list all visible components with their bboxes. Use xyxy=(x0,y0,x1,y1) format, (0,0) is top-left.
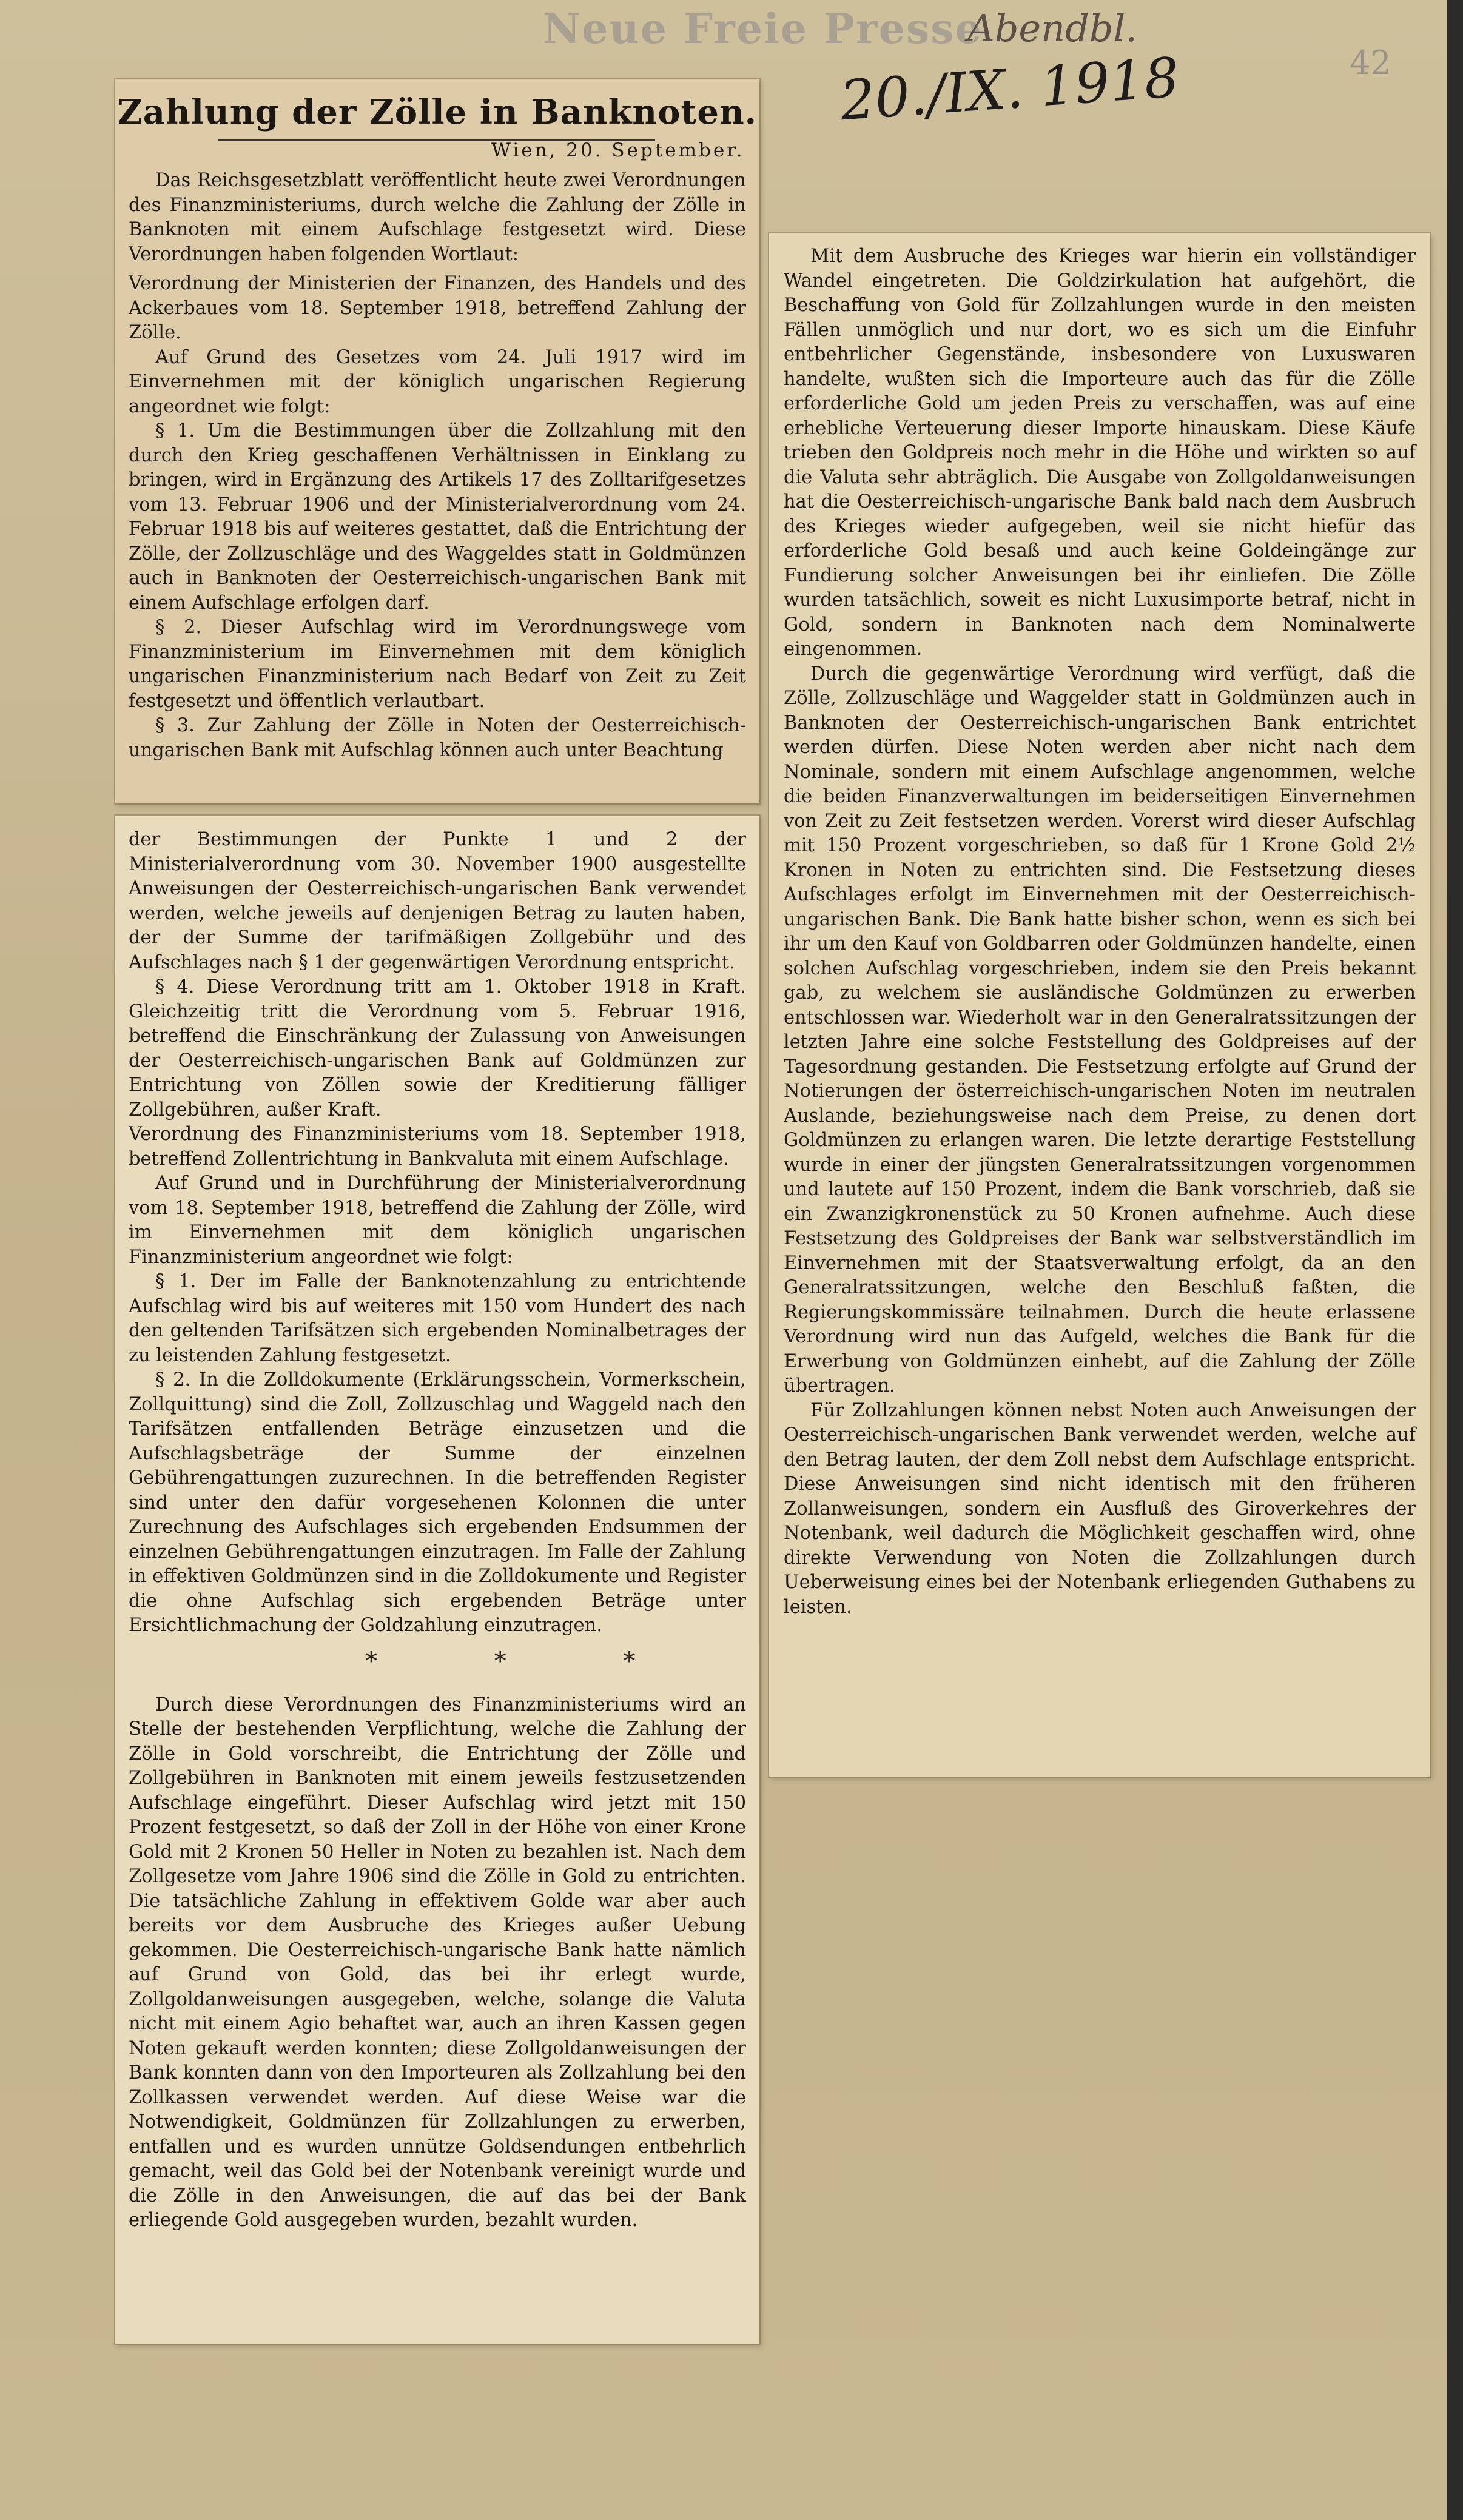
section-paragraph: § 2. Dieser Aufschlag wird im Verordnungswege vom Finanzministerium im Einvernehmen mit dem königlich ungarischen Finanzministerium nach Bedarf von Zeit zu Zeit festgesetzt und öffentlich verlautbart. xyxy=(129,617,746,712)
column-1-text xyxy=(129,169,746,763)
clipping-column-3 xyxy=(769,233,1430,1777)
section-paragraph: § 4. Diese Verordnung tritt am 1. Oktober 1918 in Kraft. Gleichzeitig tritt die Verordnung vom 5. Februar 1916, betreffend die Einschränkung der Zulassung von Anweisungen der Oesterreichisch-ungarischen Bank auf Goldmünzen zur Entrichtung von Zöllen sowie der Kreditierung fälliger Zollgebühren, außer Kraft. xyxy=(129,976,746,1121)
asterism-ornament: * * * xyxy=(365,1647,690,1675)
handwritten-edition-note: Abendbl. xyxy=(967,6,1137,50)
clipping-column-1 xyxy=(115,79,759,803)
section-paragraph: § 1. Um die Bestimmungen über die Zollzahlung mit den durch den Krieg geschaffenen Verhältnissen in Einklang zu bringen, wird in Ergänzung des Artikels 17 des Zolltarifgesetzes vom 13. Februar 1906 und der Ministerialverordnung vom 24. Februar 1918 bis auf weiteres gestattet, daß die Entrichtung der Zölle, der Zollzuschläge und des Waggeldes statt in Goldmünzen auch in Banknoten der Oesterreichisch-ungarischen Bank mit einem Aufschlage erfolgen darf. xyxy=(129,420,746,614)
ordinance-title: Verordnung des Finanzministeriums vom 18. September 1918, betreffend Zollentrichtung in Bankvaluta mit einem Aufschlage. xyxy=(129,1124,746,1170)
column-3-text xyxy=(784,244,1416,1620)
paragraph: Mit dem Ausbruche des Krieges war hierin ein vollständiger Wandel eingetreten. Die Goldzirkulation hat aufgehört, die Beschaffung von Gold für Zollzahlungen wurde in den meisten Fällen unmöglich und nur dort, wo es sich um die Einfuhr entbehrlicher Gegenstände, insbesondere von Luxuswaren handelte, wußten sich die Importeure auch das für die Zölle erforderliche Gold um jeden Preis zu verschaffen, was auf eine erhebliche Verteuerung dieser Importe hinauskam. Diese Käufe trieben den Goldpreis noch mehr in die Höhe und wirkten so auf die Valuta sehr abträglich. Die Ausgabe von Zollgoldanweisungen hat die Oesterreichisch-ungarische Bank bald nach dem Ausbruch des Krieges wieder aufgegeben, weil sie nicht hiefür das erforderliche Gold besaß und auch keine Goldeingänge zur Fundierung solcher Anweisungen bei ihr einliefen. Die Zölle wurden tatsächlich, soweit es nicht Luxusimporte betraf, nicht in Gold, sondern in Banknoten nach dem Nominalwerte eingenommen. xyxy=(784,246,1416,660)
paragraph: Auf Grund und in Durchführung der Ministerialverordnung vom 18. September 1918, betreffend die Zahlung der Zölle, wird im Einvernehmen mit dem königlich ungarischen Finanzministerium angeordnet wie folgt: xyxy=(129,1173,746,1268)
paragraph: Das Reichsgesetzblatt veröffentlicht heute zwei Verordnungen des Finanzministeriums, durch welche die Zahlung der Zölle in Banknoten mit einem Aufschlage festgesetzt wird. Diese Verordnungen haben folgenden Wortlaut: xyxy=(129,170,746,265)
article-dateline: Wien, 20. September. xyxy=(491,139,745,161)
paragraph: der Bestimmungen der Punkte 1 und 2 der Ministerialverordnung vom 30. November 1900 ausgestellte Anweisungen der Oesterreichisch-ungarischen Bank verwendet werden, welche jeweils auf denjenigen Betrag zu lauten haben, der der Summe der tarifmäßigen Zollgebühr und des Aufschlages nach § 1 der gegenwärtigen Verordnung entspricht. xyxy=(129,829,746,973)
clipping-column-2 xyxy=(115,816,759,2344)
ornament-row xyxy=(129,1638,746,1693)
ordinance-title: Verordnung der Ministerien der Finanzen, des Handels und des Ackerbaues vom 18. September 1918, betreffend Zahlung der Zölle. xyxy=(129,273,746,343)
newspaper-masthead-stamp: Neue Freie Presse xyxy=(543,5,983,53)
paragraph: Auf Grund des Gesetzes vom 24. Juli 1917 wird im Einvernehmen mit der königlich ungarischen Regierung angeordnet wie folgt: xyxy=(129,346,746,417)
section-paragraph: § 2. In die Zolldokumente (Erklärungsschein, Vormerkschein, Zollquittung) sind die Zoll, Zollzuschlag und Waggeld nach den Tarifsätzen entfallenden Beträge einzusetzen und die Aufschlagsbeträge der Summe der einzelnen Gebührengattungen zuzurechnen. In die betreffenden Register sind unter den dafür vorgesehenen Kolonnen die unter Zurechnung des Aufschlages sich ergebenden Endsummen der einzelnen Gebührengattungen einzutragen. Im Falle der Zahlung in effektiven Goldmünzen sind in die Zolldokumente und Register die ohne Aufschlag sich ergebenden Beträge unter Ersichtlichmachung der Goldzahlung einzutragen. xyxy=(129,1369,746,1636)
handwritten-date: 20./IX. 1918 xyxy=(838,45,1182,133)
column-2-text xyxy=(129,828,746,2233)
paragraph: Durch die gegenwärtige Verordnung wird verfügt, daß die Zölle, Zollzuschläge und Waggelder statt in Goldmünzen auch in Banknoten der Oesterreichisch-ungarischen Bank entrichtet werden dürfen. Diese Noten werden aber nicht nach dem Nominale, sondern mit einem Aufschlage angenommen, welche die beiden Finanzverwaltungen im beiderseitigen Einvernehmen von Zeit zu Zeit festsetzen werden. Vorerst wird dieser Aufschlag mit 150 Prozent vorgeschrieben, so daß für 1 Krone Gold 2½ Kronen in Noten zu entrichten sind. Die Festsetzung dieses Aufschlages erfolgt im Einvernehmen mit der Oesterreichisch-ungarischen Bank. Die Bank hatte bisher schon, wenn es sich bei ihr um den Kauf von Goldbarren oder Goldmünzen handelte, einen solchen Aufschlag vorgeschrieben, indem sie den Preis bekannt gab, zu welchem sie ausländische Goldmünzen zu erwerben entschlossen war. Wiederholt war in den Generalratssitzungen der letzten Jahre eine solche Feststellung des Goldpreises auf der Tagesordnung gestanden. Die Festsetzung erfolgte auf Grund der Notierungen der österreichisch-ungarischen Noten im neutralen Auslande, beziehungsweise nach dem Preise, zu denen dort Goldmünzen zu erlangen waren. Die letzte derartige Feststellung wurde in einer der jüngsten Generalratssitzungen vorgenommen und lautete auf 150 Prozent, indem die Bank vorschrieb, daß sie ein Zwanzigkronenstück zu 50 Kronen aufnehme. Auch diese Festsetzung des Goldpreises der Bank war selbstverständlich im Einvernehmen mit der Staatsverwaltung erfolgt, da an den Generalratssitzungen, welche den Beschluß faßten, die Regierungskommissäre teilnahmen. Durch die heute erlassene Verordnung wird nun das Aufgeld, welches die Bank für die Erwerbung von Goldmünzen einhebt, auf die Zahlung der Zölle übertragen. xyxy=(784,663,1416,1396)
article-headline: Zahlung der Zölle in Banknoten. xyxy=(117,92,758,132)
section-paragraph: § 1. Der im Falle der Banknotenzahlung zu entrichtende Aufschlag wird bis auf weiteres mit 150 vom Hundert des nach den geltenden Tarifsätzen sich ergebenden Nominalbetrages der zu leistenden Zahlung festgesetzt. xyxy=(129,1271,746,1366)
section-paragraph: § 3. Zur Zahlung der Zölle in Noten der Oesterreichisch-ungarischen Bank mit Aufschlag können auch unter Beachtung xyxy=(129,715,746,761)
paragraph: Für Zollzahlungen können nebst Noten auch Anweisungen der Oesterreichisch-ungarischen Bank verwendet werden, welche auf den Betrag lauten, der dem Zoll nebst dem Aufschlage entspricht. Diese Anweisungen sind nicht identisch mit den früheren Zollanweisungen, sondern ein Ausfluß des Giroverkehres der Notenbank, weil dadurch die Möglichkeit geschaffen wird, ohne direkte Verwendung von Noten die Zollzahlungen durch Ueberweisung eines bei der Notenbank erliegenden Guthabens zu leisten. xyxy=(784,1399,1416,1618)
sheet-edge xyxy=(1447,0,1463,2520)
paragraph: Durch diese Verordnungen des Finanzministeriums wird an Stelle der bestehenden Verpflichtung, welche die Zahlung der Zölle in Gold vorschreibt, die Entrichtung der Zölle und Zollgebühren in Banknoten mit einem jeweils festzusetzenden Aufschlage eingeführt. Dieser Aufschlag wird jetzt mit 150 Prozent festgesetzt, so daß der Zoll in der Höhe von einer Krone Gold mit 2 Kronen 50 Heller in Noten zu bezahlen ist. Nach dem Zollgesetze vom Jahre 1906 sind die Zölle in Gold zu entrichten. Die tatsächliche Zahlung in effektivem Golde war aber auch bereits vor dem Ausbruche des Krieges außer Uebung gekommen. Die Oesterreichisch-ungarische Bank hatte nämlich auf Grund von Gold, das bei ihr erlegt wurde, Zollgoldanweisungen ausgegeben, welche, solange die Valuta nicht mit einem Agio behaftet war, auch an ihren Kassen gegen Noten gekauft werden konnten; diese Zollgoldanweisungen der Bank konnten dann von den Importeuren als Zollzahlung bei den Zollkassen verwendet werden. Auf diese Weise war die Notwendigkeit, Goldmünzen für Zollzahlungen zu erwerben, entfallen und es wurden unnütze Goldsendungen entbehrlich gemacht, weil das Gold bei der Notenbank vereinigt wurde und die Zölle in den Anweisungen, die auf das bei der Bank erliegende Gold ausgegeben wurden, bezahlt wurden. xyxy=(129,1694,746,2231)
folio-number: 42 xyxy=(1350,44,1391,82)
